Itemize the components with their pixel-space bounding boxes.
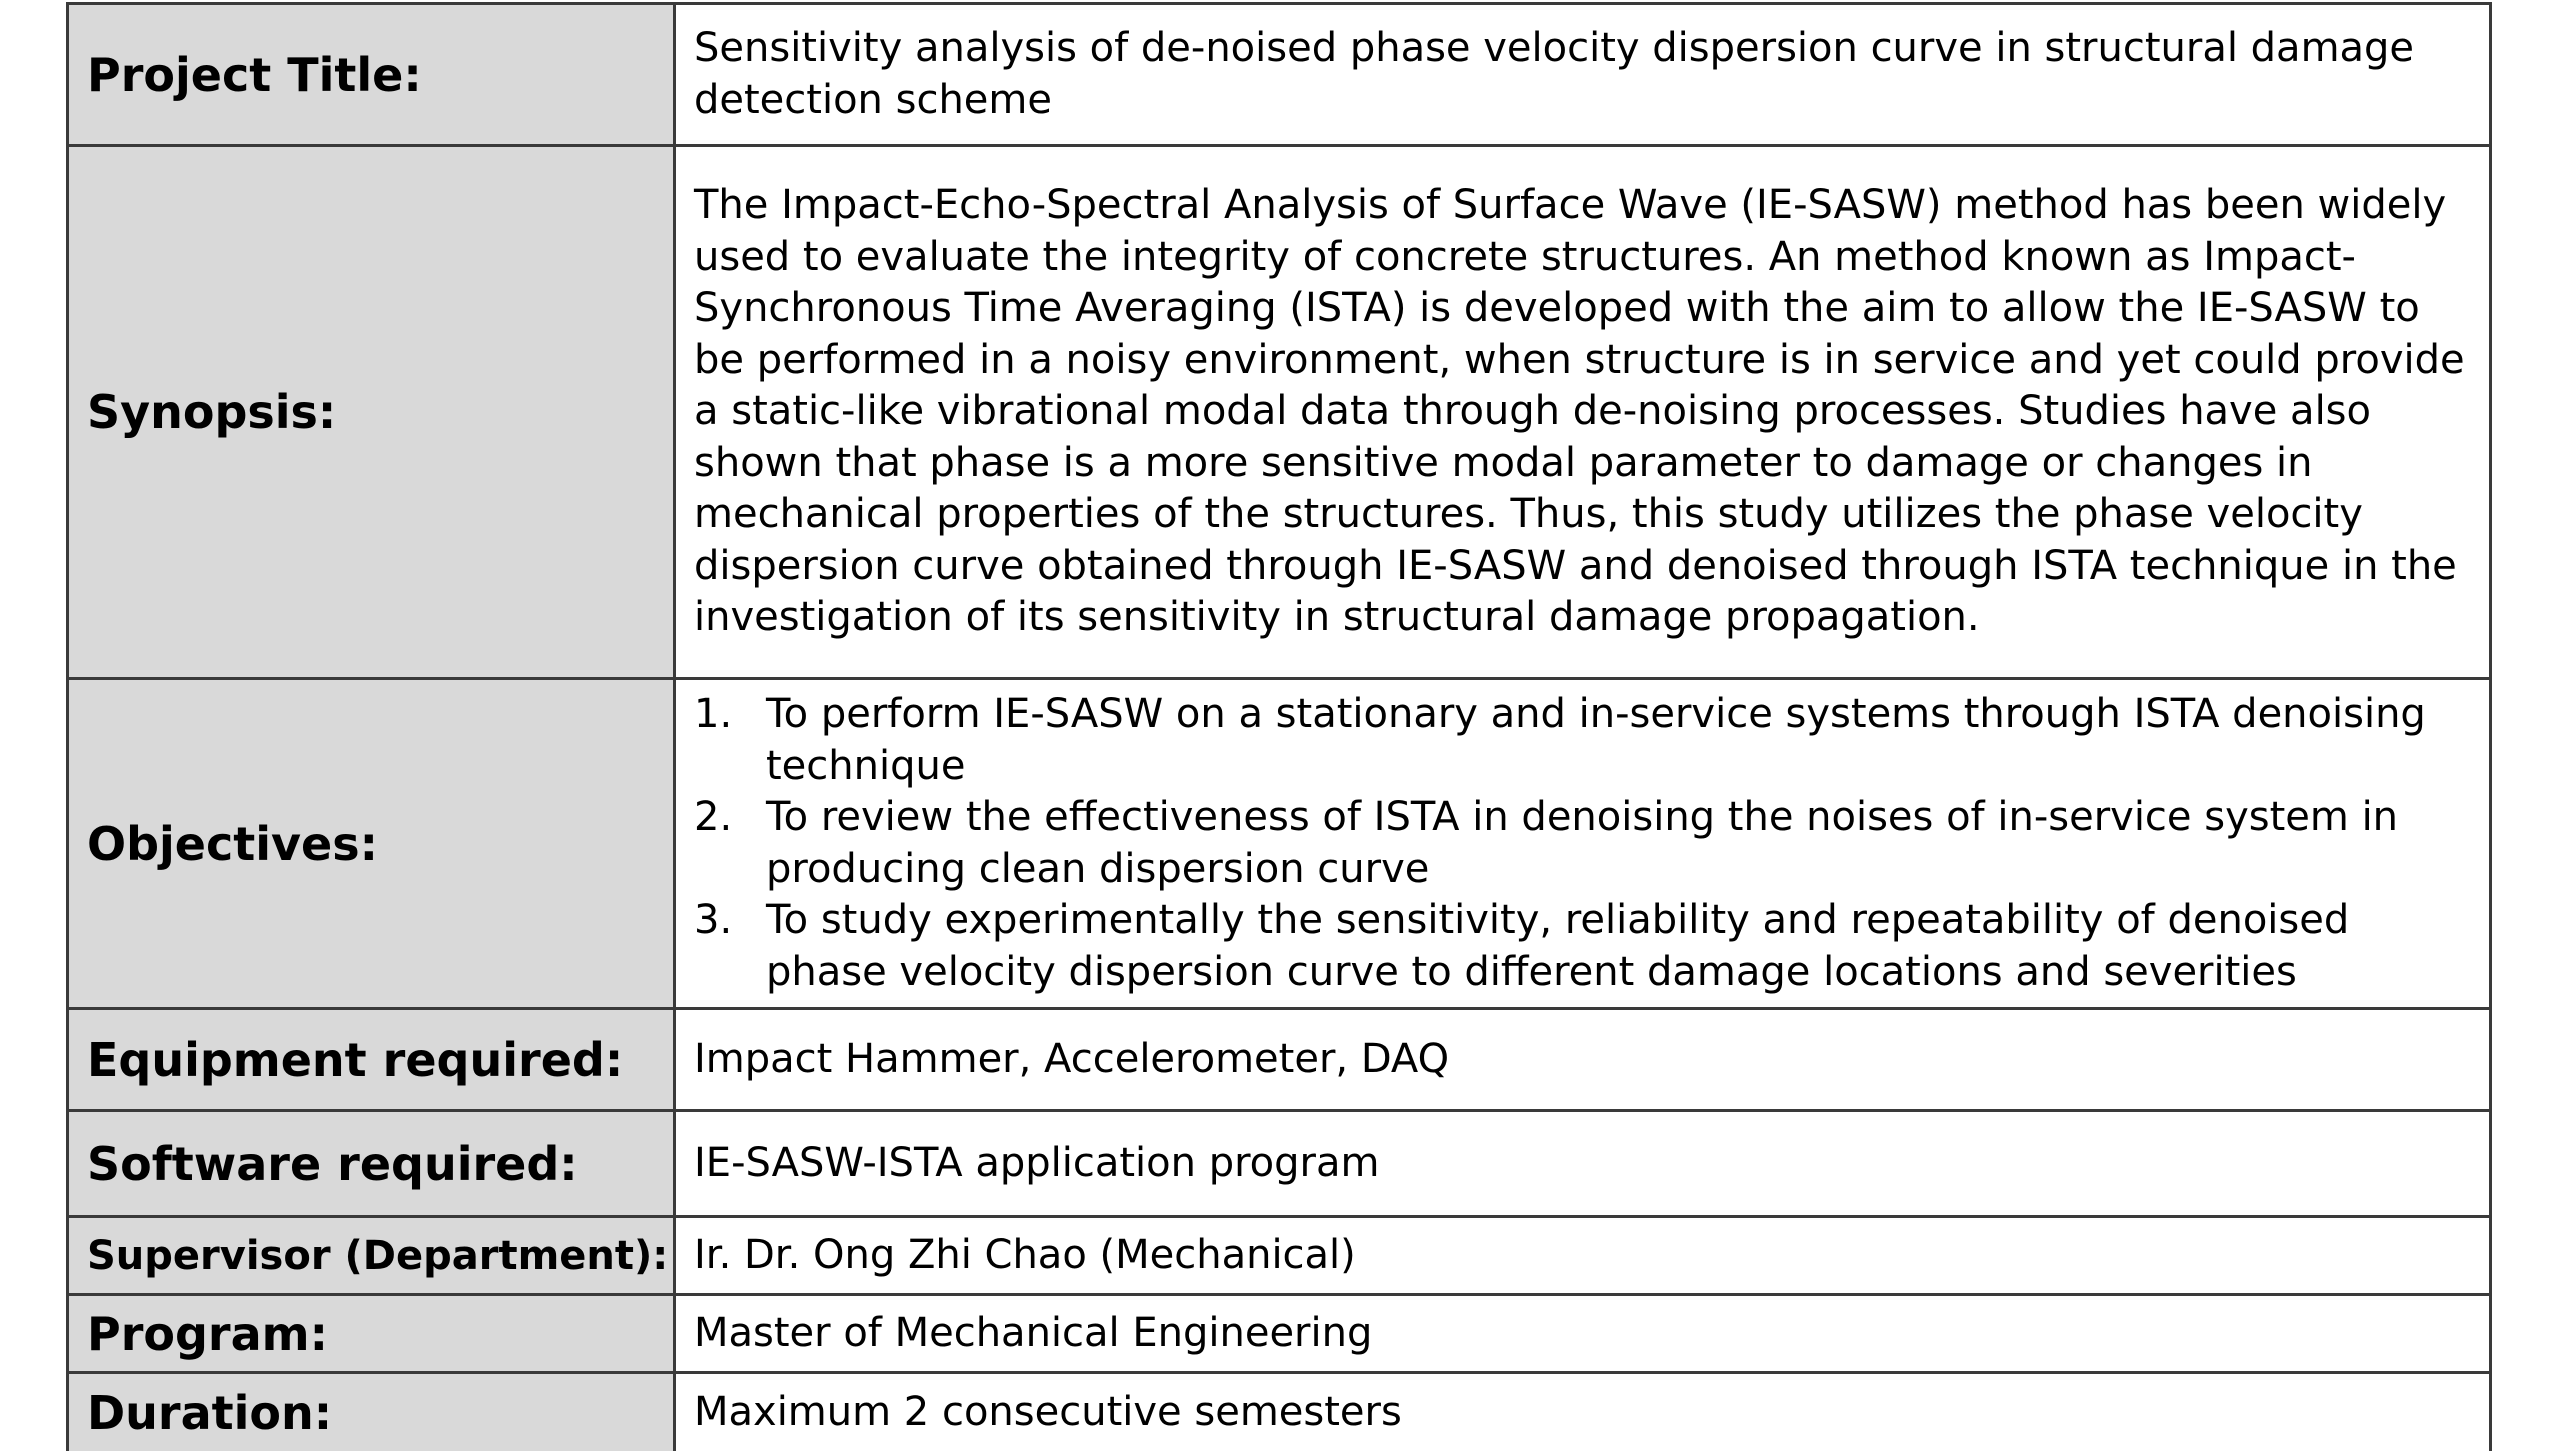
objective-text: To study experimentally the sensitivity, reliability and repeatability of denoised phase velocity dispersion curve to different damage locations and severities (766, 897, 2350, 995)
duration-text: Maximum 2 consecutive semesters (694, 1388, 1402, 1435)
objective-item (694, 895, 2475, 998)
row-synopsis (69, 147, 2489, 680)
objective-text: To review the effectiveness of ISTA in denoising the noises of in-service system in producing clean dispersion curve (766, 794, 2399, 892)
supervisor-text: Ir. Dr. Ong Zhi Chao (Mechanical) (694, 1231, 1356, 1278)
software-label: Software required: (69, 1112, 676, 1215)
objectives-value (676, 680, 2489, 1007)
row-duration (69, 1374, 2489, 1451)
objective-text: To perform IE-SASW on a stationary and in-service systems through ISTA denoising technique (766, 691, 2426, 789)
objective-number: 3. (694, 897, 733, 943)
supervisor-value (676, 1218, 2489, 1293)
objectives-label: Objectives: (69, 680, 676, 1007)
project-info-table (66, 2, 2492, 1451)
program-value (676, 1296, 2489, 1371)
objective-number: 2. (694, 794, 733, 840)
project-title-value (676, 5, 2489, 144)
row-supervisor (69, 1218, 2489, 1296)
duration-label: Duration: (69, 1374, 676, 1451)
duration-value (676, 1374, 2489, 1451)
equipment-label: Equipment required: (69, 1010, 676, 1109)
software-value (676, 1112, 2489, 1215)
row-objectives (69, 680, 2489, 1010)
objectives-list (694, 689, 2475, 998)
row-program (69, 1296, 2489, 1374)
synopsis-text: The Impact-Echo-Spectral Analysis of Surface Wave (IE-SASW) method has been widely used to evaluate the integrity of concrete structures. An method known as Impact-Synchronous Time Averaging (ISTA) is developed with the aim to allow the IE-SASW to be performed in a noisy environment, when structure is in service and yet could provide a static-like vibrational modal data through de-noising processes. Studies have also shown that phase is a more sensitive modal parameter to damage or changes in mechanical properties of the structures. Thus, this study utilizes the phase velocity dispersion curve obtained through IE-SASW and denoised through ISTA technique in the investigation of its sensitivity in structural damage propagation. (694, 182, 2465, 641)
objective-item (694, 689, 2475, 792)
objective-item (694, 792, 2475, 895)
objective-number: 1. (694, 691, 733, 737)
row-project-title (69, 5, 2489, 147)
synopsis-value (676, 147, 2489, 677)
project-title-text: Sensitivity analysis of de-noised phase velocity dispersion curve in structural damage detection scheme (694, 25, 2415, 123)
supervisor-label: Supervisor (Department): (69, 1218, 676, 1293)
synopsis-label: Synopsis: (69, 147, 676, 677)
program-text: Master of Mechanical Engineering (694, 1309, 1373, 1356)
program-label: Program: (69, 1296, 676, 1371)
row-equipment (69, 1010, 2489, 1112)
row-software (69, 1112, 2489, 1218)
equipment-value (676, 1010, 2489, 1109)
project-title-label: Project Title: (69, 5, 676, 144)
software-text: IE-SASW-ISTA application program (694, 1139, 1380, 1186)
equipment-text: Impact Hammer, Accelerometer, DAQ (694, 1035, 1450, 1082)
